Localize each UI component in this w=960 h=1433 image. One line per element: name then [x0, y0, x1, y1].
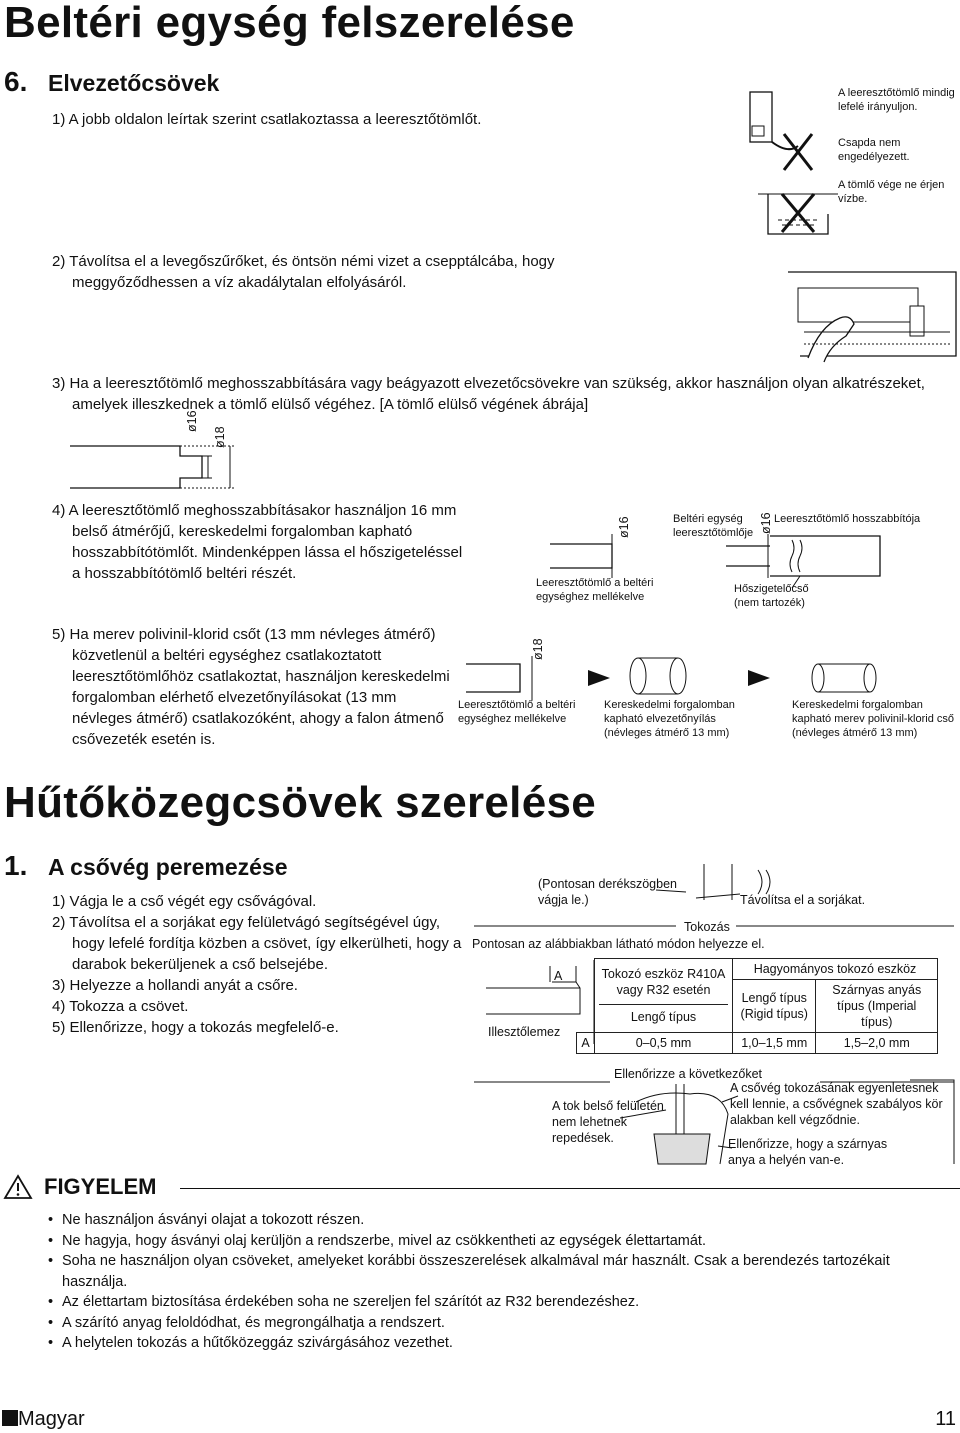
section-number: 6. [4, 66, 28, 97]
warning-list [44, 1210, 944, 1354]
supplied-hose-label: Leeresztőtömlő a beltéri egységhez mellékelve [458, 699, 576, 725]
diameter-18-label: ø18 [531, 638, 545, 660]
extension-hose-label: Leeresztőtömlő hosszabbítója [774, 513, 921, 525]
section-6-heading [4, 66, 219, 98]
language-label: Magyar [18, 1408, 85, 1430]
warning-item: • Az élettartam biztosítása érdekében soha ne szereljen fel szárítót az R32 berendezéshez. [44, 1292, 944, 1313]
square-bullet-icon [2, 1410, 18, 1426]
flaring-dimension-table [576, 958, 938, 1054]
section-number: 1. [4, 850, 28, 881]
flaring-instruction: Pontosan az alábbiakban látható módon helyezze el. [472, 937, 765, 951]
flaring-figure [470, 864, 960, 1167]
row-a-label: A [577, 1033, 595, 1054]
warning-item: • A helytelen tokozás a hűtőközeggáz szivárgásához vezethet. [44, 1333, 944, 1354]
cut-square-label: (Pontosan derékszögben vágja le.) [538, 877, 677, 907]
wing-nut-label: Szárnyas anyás típus (Imperial típus) [816, 980, 938, 1033]
nut-fitted-note: Ellenőrizze, hogy a szárnyas anya a helyén van-e. [728, 1137, 888, 1167]
pvc-pipe-label: Kereskedelmi forgalomban kapható merev polivinil-klorid cső (névleges átmérő 13 mm) [792, 699, 955, 739]
clutch-rigid-label: Lengő típus (Rigid típus) [733, 980, 816, 1033]
step-6-2: 2) Távolítsa el a levegőszűrőket, és öntsön némi vizet a csepptálcába, hogy meggyőződhessen a víz akadálytalan elfolyásáról. [52, 253, 555, 291]
note-downward: A leeresztőtömlő mindig lefelé irányuljon. [838, 87, 955, 113]
diameter-18-label: ø18 [213, 426, 227, 448]
note-not-in-water: A tömlő vége ne érjen vízbe. [838, 179, 945, 205]
value-imperial: 1,5–2,0 mm [816, 1033, 938, 1054]
flaring-step-5: 5) Ellenőrizze, hogy a tokozás megfelelő-e. [52, 1019, 339, 1036]
flaring-step-3: 3) Helyezze a hollandi anyát a csőre. [52, 977, 298, 994]
unit-hose-label: Beltéri egység leeresztőtömlője [673, 513, 754, 539]
even-flare-note: A csővég tokozásának egyenletesnek kell lennie, a csővégnek szabályos kör alakban kell végződnie. [730, 1081, 943, 1127]
step-6-3: 3) Ha a leeresztőtömlő meghosszabbítására vagy beágyazott elvezetőcsövekre van szükség, akkor használjon olyan alkatrészeket, amelyek illeszkednek a tömlő elülső végéhez. [A tömlő elülső végének ábrája] [52, 375, 925, 413]
diameter-16-label: ø16 [185, 410, 199, 432]
check-title: Ellenőrizze a következőket [614, 1067, 762, 1081]
diameter-16-label: ø16 [617, 516, 631, 538]
warning-divider [180, 1188, 960, 1189]
no-scratch-note: A tok belső felületén nem lehetnek repedések. [552, 1099, 664, 1145]
warning-heading [4, 1172, 960, 1206]
warning-item: • Ne használjon ásványi olajat a tokozott részen. [44, 1210, 944, 1231]
step-6-1: 1) A jobb oldalon leírtak szerint csatlakoztassa a leeresztőtömlőt. [52, 111, 482, 128]
value-rigid: 1,0–1,5 mm [733, 1033, 816, 1054]
page-number: 11 [935, 1408, 956, 1430]
tool-r410a-cell [595, 959, 733, 1033]
step-6-5: 5) Ha merev polivinil-klorid csőt (13 mm névleges átmérő) közvetlenül a beltéri egységhez csatlakoztatott leeresztőtömlőhöz csatlakoztat, használjon kereskedelmi forgalomban elérhető elvezetőnyílásokat (13 mm névleges átmérő) csatlakozóként, ahogy a falon átmenő csővezeték esetén is. [52, 626, 450, 748]
hose-front-end-figure [70, 410, 250, 496]
indoor-unit-illustration [780, 266, 960, 362]
footer-language [2, 1408, 85, 1433]
remove-burrs-label: Távolítsa el a sorjákat. [740, 893, 866, 907]
warning-item: • A szárító anyag feloldódhat, és megrongálhatja a rendszert. [44, 1313, 944, 1334]
warning-item: • Soha ne használjon olyan csöveket, amelyeket korábbi összeszerelések alkalmával már használt. Csak a berendezés tartozékait használja. [44, 1251, 944, 1292]
clutch-type-label: Lengő típus [599, 1004, 728, 1025]
flaring-title: Tokozás [684, 920, 730, 934]
die-label: Illesztőlemez [488, 1025, 561, 1039]
warning-triangle-icon [4, 1174, 32, 1200]
flaring-step-2: 2) Távolítsa el a sorjákat egy felületvágó segítségével úgy, hogy lefelé fordítja közben a csövet, így elkerülheti, hogy a darabok bekerüljenek a cső belsejébe. [52, 914, 462, 973]
warning-title: FIGYELEM [44, 1174, 157, 1199]
page-title: Beltéri egység felszerelése [4, 0, 575, 47]
refrigerant-heading: Hűtőközegcsövek szerelése [4, 778, 597, 827]
drain-socket-label: Kereskedelmi forgalomban kapható elvezetőnyílás (névleges átmérő 13 mm) [604, 699, 735, 739]
value-r410a: 0–0,5 mm [595, 1033, 733, 1054]
warning-item: • Ne hagyja, hogy ásványi olaj kerüljön a rendszerbe, mivel az csökkentheti az egységek élettartamát. [44, 1231, 944, 1252]
flaring-step-1: 1) Vágja le a cső végét egy csővágóval. [52, 893, 317, 910]
conventional-tool-label: Hagyományos tokozó eszköz [733, 959, 938, 980]
supplied-hose-label: Leeresztőtömlő a beltéri egységhez mellékelve [536, 577, 654, 603]
section-title: Elvezetőcsövek [48, 70, 220, 96]
pvc-pipe-connection-figure [458, 636, 958, 746]
insulation-pipe-label: Hőszigetelőcső (nem tartozék) [734, 583, 809, 609]
section-1-heading [4, 850, 288, 882]
tool-r410a-label: Tokozó eszköz R410A vagy R32 esetén [601, 967, 726, 997]
flaring-step-4: 4) Tokozza a csövet. [52, 998, 189, 1015]
flaring-steps [52, 891, 462, 1038]
drain-hose-direction-figure [738, 84, 958, 244]
indoor-unit-pour-water-figure [780, 266, 960, 362]
section-title: A csővég peremezése [48, 854, 288, 880]
hose-extension-figure [530, 504, 960, 610]
step-6-4: 4) A leeresztőtömlő meghosszabbításakor használjon 16 mm belső átmérőjű, kereskedelmi forgalomban kapható hosszabbítótömlőt. Mindenképpen lássa el hőszigeteléssel a hosszabbítótömlő beltéri részét. [52, 502, 463, 582]
dimension-a-mark: A [554, 969, 563, 983]
diameter-16-label: ø16 [759, 512, 773, 534]
note-no-trap: Csapda nem engedélyezett. [838, 137, 910, 163]
